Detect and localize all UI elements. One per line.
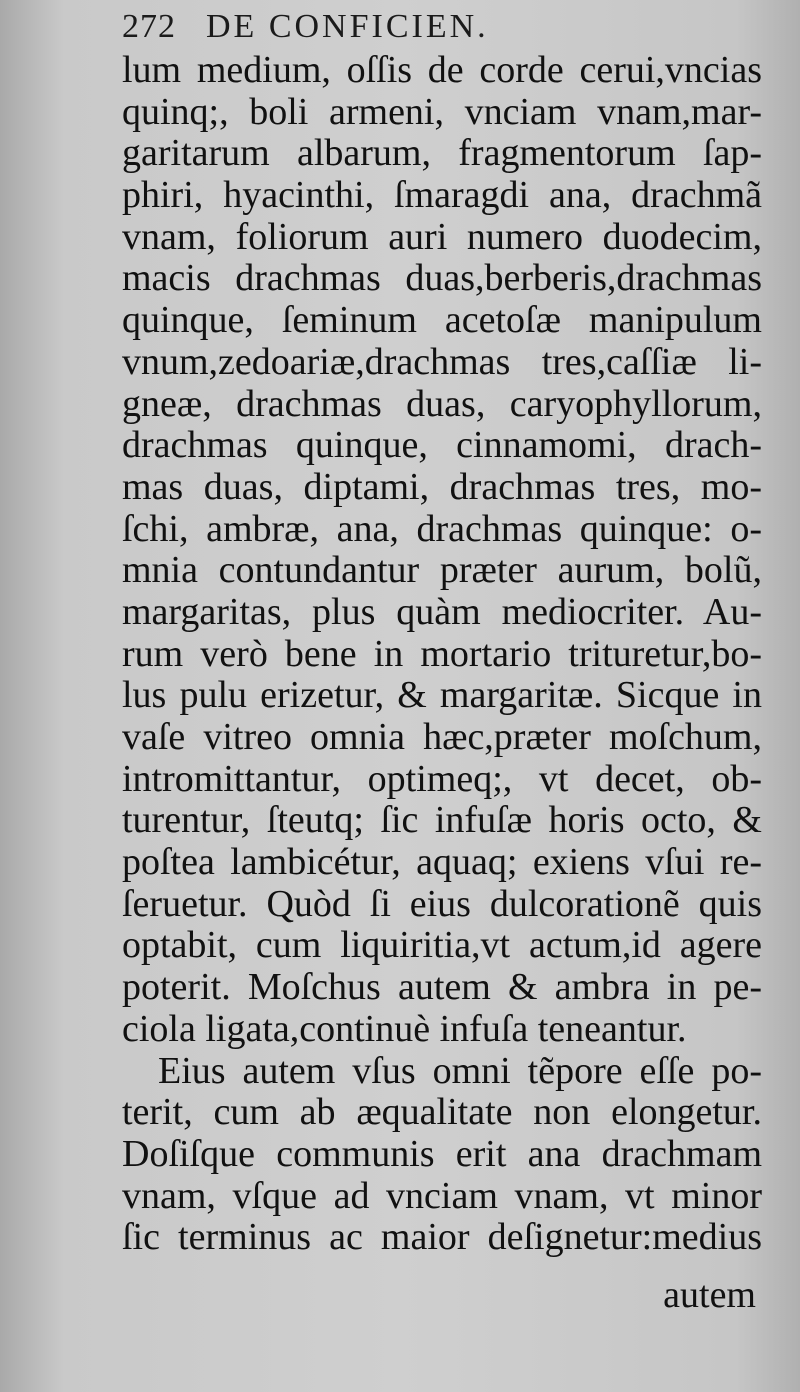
text-line: lus pulu erizetur, & margaritæ. Sicque in [122,675,762,717]
text-line: margaritas, plus quàm mediocriter. Au- [122,591,762,633]
text-line: optabit, cum liquiritia,vt actum,id agere [122,925,762,967]
text-line: quinq;, boli armeni, vnciam vnam,mar- [122,91,762,133]
text-line: quinque, ſeminum acetoſæ manipulum [122,300,762,342]
text-line: rum verò bene in mortario trituretur,bo- [122,633,762,675]
paragraph-start-line: Eius autem vſus omni tẽpore eſſe po- [158,1050,762,1092]
running-head [122,8,682,52]
text-line: macis drachmas duas,berberis,drachmas [122,258,762,300]
text-line: ſic terminus ac maior deſignetur:medius [122,1217,762,1259]
text-line: vaſe vitreo omnia hæc,præter moſchum, [122,717,762,758]
page-number: 272 [122,8,176,45]
text-line: terit, cum ab æqualitate non elongetur. [122,1092,762,1134]
text-line: poſtea lambicétur, aquaq; exiens vſui re- [122,842,762,884]
text-line: garitarum albarum, fragmentorum ſap- [122,133,762,175]
text-line: vnam, vſque ad vnciam vnam, vt minor [122,1175,762,1217]
text-line: Doſiſque communis erit ana drachmam [122,1133,762,1175]
text-line: ſchi, ambræ, ana, drachmas quinque: o- [122,508,762,550]
text-line: vnam, foliorum auri numero duodecim, [122,216,762,258]
text-line: lum medium, oſſis de corde cerui,vncias [122,50,762,91]
text-line: ciola ligata,continuè infuſa teneantur. [122,1008,687,1050]
text-line: ſeruetur. Quòd ſi eius dulcorationẽ quis [122,883,762,925]
text-line: mas duas, diptami, drachmas tres, mo- [122,466,762,508]
running-title: DE CONFICIEN. [206,8,489,45]
text-line: phiri, hyacinthi, ſmaragdi ana, drachmã [122,175,762,217]
text-line: intromittantur, optimeq;, vt decet, ob- [122,758,762,800]
text-line: drachmas quinque, cinnamomi, drach- [122,425,762,467]
text-block [122,50,762,1259]
catchword: autem [663,1274,756,1316]
text-line: gneæ, drachmas duas, caryophyllorum, [122,383,762,425]
text-line: turentur, ſteutq; ſic infuſæ horis octo, & [122,800,762,842]
text-line: vnum,zedoariæ,drachmas tres,caſſiæ li- [122,341,762,383]
text-line: mnia contundantur præter aurum, bolũ, [122,550,762,592]
text-line: poterit. Moſchus autem & ambra in pe- [122,967,762,1009]
